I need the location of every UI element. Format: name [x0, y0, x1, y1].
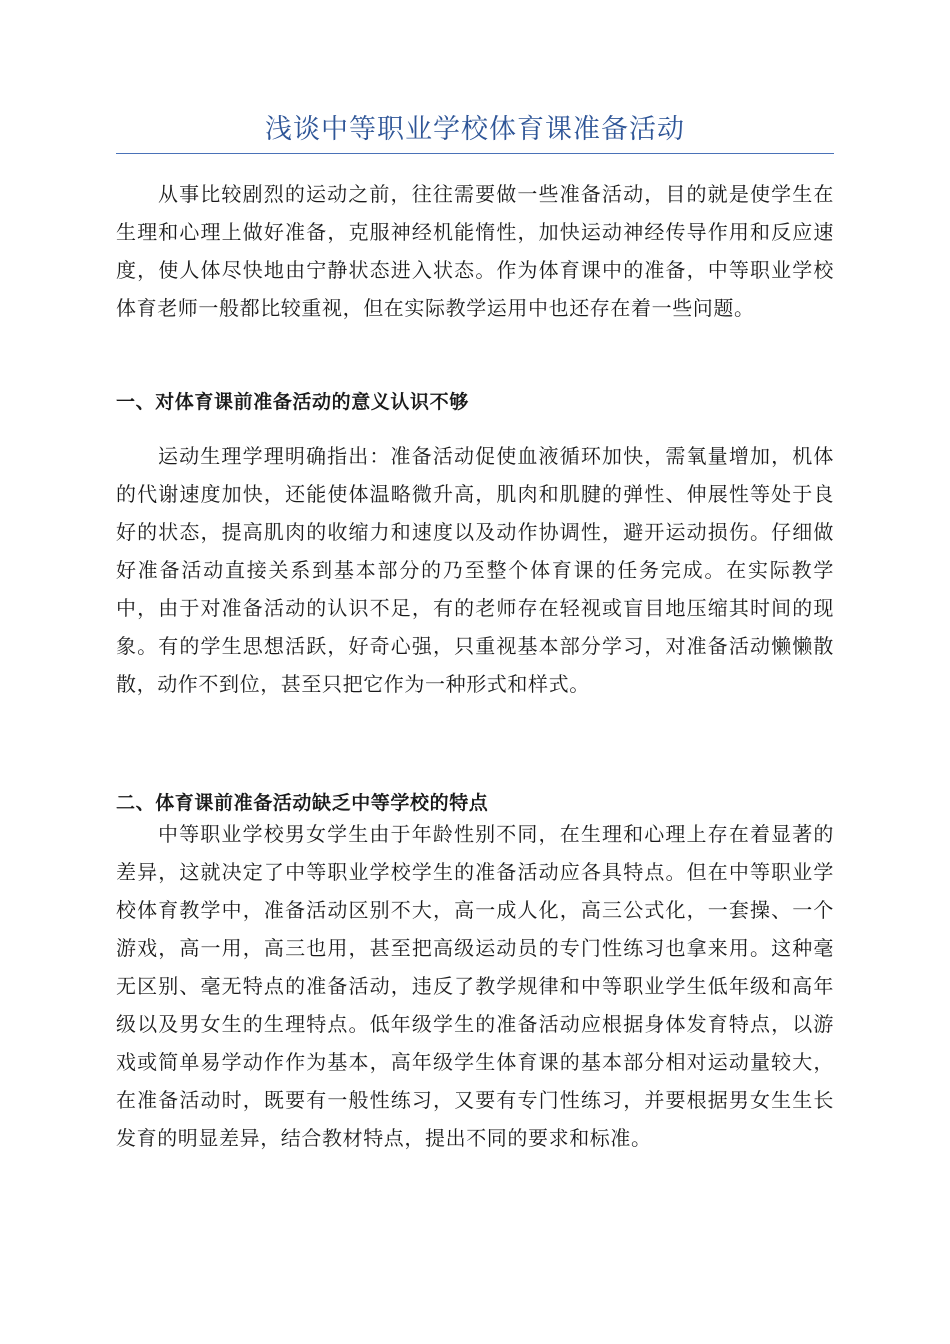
- title-underline: [116, 153, 834, 154]
- intro-paragraph: 从事比较剧烈的运动之前，往往需要做一些准备活动，目的就是使学生在生理和心理上做好准备，克服神经机能惰性，加快运动神经传导作用和反应速度，使人体尽快地由宁静状态进入状态。作为体育课中的准备，中等职业学校体育老师一般都比较重视，但在实际教学运用中也还存在着一些问题。: [116, 182, 834, 320]
- section-body-2: 中等职业学校男女学生由于年龄性别不同，在生理和心理上存在着显著的差异，这就决定了中等职业学校学生的准备活动应各具特点。但在中等职业学校体育教学中，准备活动区别不大，高一成人化，高三公式化，一套操、一个游戏，高一用，高三也用，甚至把高级运动员的专门性练习也拿来用。这种毫无区别、毫无特点的准备活动，违反了教学规律和中等职业学生低年级和高年级以及男女生的生理特点。低年级学生的准备活动应根据身体发育特点，以游戏或简单易学动作作为基本，高年级学生体育课的基本部分相对运动量较大，在准备活动时，既要有一般性练习，又要有专门性练习，并要根据男女生生长发育的明显差异，结合教材特点，提出不同的要求和标准。: [116, 822, 834, 1150]
- document-title: 浅谈中等职业学校体育课准备活动: [265, 114, 685, 145]
- section-heading-1: 一、对体育课前准备活动的意义认识不够: [116, 391, 469, 413]
- section-heading-2: 二、体育课前准备活动缺乏中等学校的特点: [116, 792, 489, 814]
- section-body-1: 运动生理学理明确指出：准备活动促使血液循环加快，需氧量增加，机体的代谢速度加快，还能使体温略微升高，肌肉和肌腱的弹性、伸展性等处于良好的状态，提高肌肉的收缩力和速度以及动作协调性，避开运动损伤。仔细做好准备活动直接关系到基本部分的乃至整个体育课的任务完成。在实际教学中，由于对准备活动的认识不足，有的老师存在轻视或盲目地压缩其时间的现象。有的学生思想活跃，好奇心强，只重视基本部分学习，对准备活动懒懒散散，动作不到位，甚至只把它作为一种形式和样式。: [116, 444, 834, 696]
